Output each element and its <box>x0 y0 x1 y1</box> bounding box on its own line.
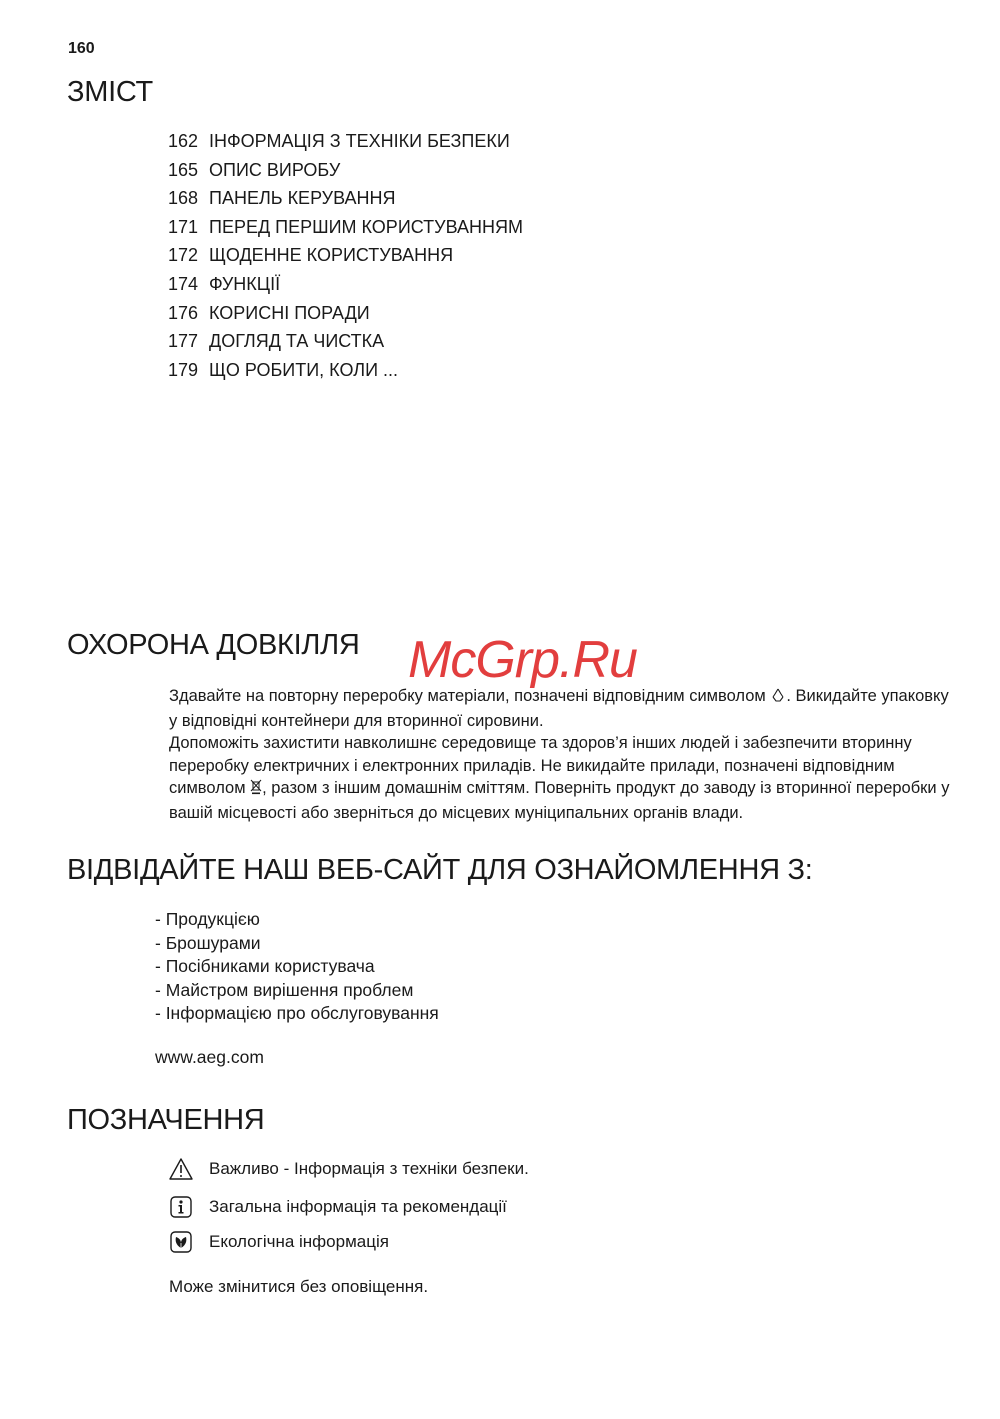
table-of-contents <box>168 129 523 386</box>
list-item: - Інформацією про обслуговування <box>155 1003 439 1024</box>
toc-page: 162 <box>168 131 199 151</box>
toc-page: 171 <box>168 216 199 237</box>
warning-triangle-icon <box>168 1156 194 1182</box>
toc-item[interactable] <box>168 158 523 187</box>
toc-page: 179 <box>168 359 199 380</box>
toc-label: ПАНЕЛЬ КЕРУВАННЯ <box>209 188 396 209</box>
environment-title: ОХОРОНА ДОВКІЛЛЯ <box>67 629 360 661</box>
toc-item[interactable] <box>168 243 523 272</box>
environment-paragraph-2 <box>169 732 959 824</box>
toc-item[interactable] <box>168 215 523 244</box>
symbol-row-eco <box>168 1229 389 1255</box>
toc-label: ФУНКЦІЇ <box>209 273 281 294</box>
website-title: ВІДВІДАЙТЕ НАШ ВЕБ-САЙТ ДЛЯ ОЗНАЙОМЛЕННЯ З: <box>67 854 813 886</box>
symbol-row-info <box>168 1194 507 1220</box>
list-item: - Майстром вирішення проблем <box>155 979 414 1000</box>
toc-item[interactable] <box>168 301 523 330</box>
toc-page: 176 <box>168 302 199 323</box>
crossed-bin-icon <box>250 779 262 802</box>
toc-label: ІНФОРМАЦІЯ З ТЕХНІКИ БЕЗПЕКИ <box>209 131 510 151</box>
watermark: McGrp.Ru <box>408 631 637 689</box>
toc-label: КОРИСНІ ПОРАДИ <box>209 302 370 323</box>
toc-page: 168 <box>168 188 199 209</box>
list-item: - Посібниками користувача <box>155 956 375 977</box>
list-item: - Брошурами <box>155 932 261 953</box>
change-notice: Може змінитися без оповіщення. <box>169 1277 429 1296</box>
page-number: 160 <box>68 40 95 57</box>
info-icon <box>168 1194 194 1220</box>
environment-paragraph-1 <box>169 685 959 732</box>
symbol-label: Важливо - Інформація з техніки безпеки. <box>209 1159 529 1178</box>
toc-item[interactable] <box>168 186 523 215</box>
toc-page: 177 <box>168 331 199 352</box>
list-item: - Продукцією <box>155 909 260 929</box>
toc-item[interactable] <box>168 272 523 301</box>
toc-page: 165 <box>168 159 199 180</box>
toc-label: ЩОДЕННЕ КОРИСТУВАННЯ <box>209 245 454 266</box>
toc-title: ЗМІСТ <box>67 76 153 108</box>
recycle-icon <box>770 687 786 710</box>
toc-page: 174 <box>168 273 199 294</box>
symbol-label: Екологічна інформація <box>209 1232 389 1251</box>
environment-text-fragment: , разом з іншим домашнім сміттям. Поверніть продукт до заводу із вторинної переробки у вашій місцевості або зверніться до місцевих муніципальних органів влади. <box>169 779 950 822</box>
toc-item[interactable] <box>168 129 523 158</box>
eco-leaf-icon <box>168 1229 194 1255</box>
symbol-label: Загальна інформація та рекомендації <box>209 1197 507 1216</box>
website-link[interactable]: www.aeg.com <box>155 1047 264 1067</box>
toc-label: ЩО РОБИТИ, КОЛИ ... <box>209 359 399 380</box>
toc-page: 172 <box>168 245 199 266</box>
environment-text-fragment: . Викидайте упаковку у відповідні контейнери для вторинної сировини. <box>169 687 949 730</box>
symbols-title: ПОЗНАЧЕННЯ <box>67 1104 265 1136</box>
toc-item[interactable] <box>168 329 523 358</box>
website-list <box>155 908 439 1026</box>
toc-item[interactable] <box>168 358 523 387</box>
environment-text-fragment: Здавайте на повторну переробку матеріали, позначені відповідним символом <box>169 687 766 705</box>
environment-text-fragment: Допоможіть захистити навколишнє середовище та здоров’я інших людей і забезпечити вторинну переробку електричних і електронних приладів. Не викидайте прилади, позначені відповідним символом <box>169 734 912 798</box>
environment-text <box>169 685 959 825</box>
toc-label: ПЕРЕД ПЕРШИМ КОРИСТУВАННЯМ <box>209 216 523 237</box>
symbol-row-warning <box>168 1156 529 1182</box>
toc-label: ОПИС ВИРОБУ <box>209 159 341 180</box>
toc-label: ДОГЛЯД ТА ЧИСТКА <box>209 331 385 352</box>
